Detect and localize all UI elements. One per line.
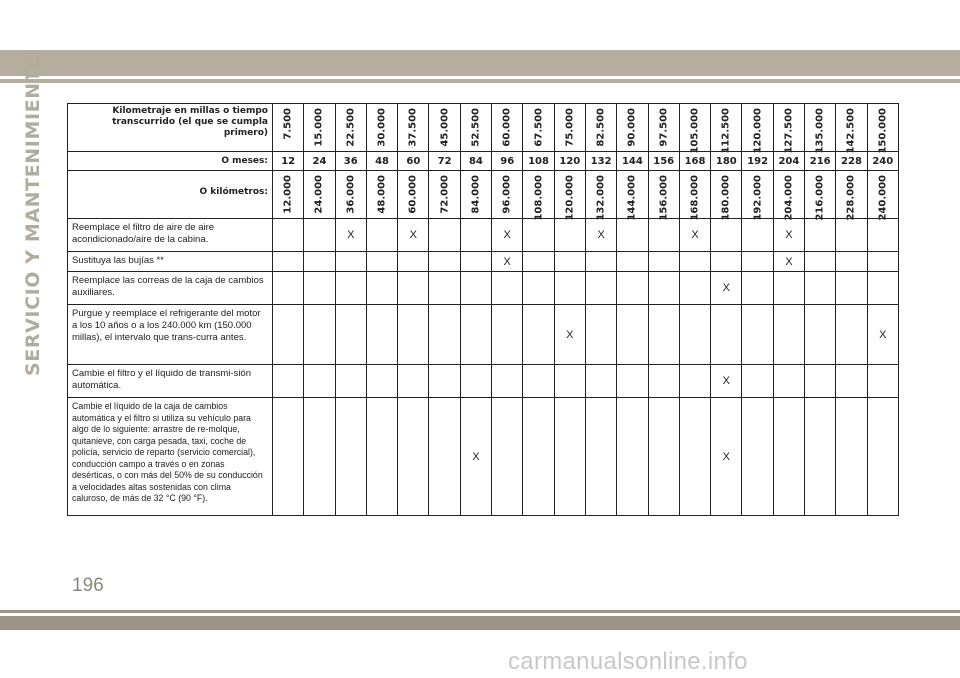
- interval-mark: [304, 219, 335, 252]
- km-value: 156.000: [658, 175, 670, 221]
- miles-cell: [554, 104, 585, 152]
- km-cell: [836, 171, 867, 219]
- task-description: Sustituya las bujías **: [68, 252, 273, 272]
- km-value: 96.000: [501, 175, 513, 214]
- months-value: 108: [523, 152, 554, 171]
- km-value: 36.000: [345, 175, 357, 214]
- miles-value: 7.500: [282, 108, 294, 140]
- interval-mark: [460, 219, 491, 252]
- miles-cell: [585, 104, 616, 152]
- interval-mark: X: [773, 252, 804, 272]
- task-description: Reemplace el filtro de aire de aire acondicionado/aire de la cabina.: [68, 219, 273, 252]
- months-value: 240: [867, 152, 898, 171]
- interval-mark: [523, 252, 554, 272]
- interval-mark: [773, 365, 804, 398]
- task-description: Cambie el filtro y el líquido de transmi-sión automática.: [68, 365, 273, 398]
- months-value: 12: [273, 152, 304, 171]
- km-value: 180.000: [720, 175, 732, 221]
- interval-mark: [366, 365, 397, 398]
- km-cell: [398, 171, 429, 219]
- header-rule: [0, 79, 960, 83]
- km-cell: [585, 171, 616, 219]
- miles-value: 120.000: [752, 108, 764, 154]
- interval-mark: [773, 398, 804, 516]
- km-value: 144.000: [626, 175, 638, 221]
- months-value: 72: [429, 152, 460, 171]
- interval-mark: [867, 272, 898, 305]
- interval-mark: [273, 252, 304, 272]
- km-value: 216.000: [814, 175, 826, 221]
- interval-mark: [648, 398, 679, 516]
- header-band: [0, 50, 960, 76]
- miles-value: 45.000: [439, 108, 451, 147]
- interval-mark: [773, 272, 804, 305]
- interval-mark: X: [585, 219, 616, 252]
- months-value: 228: [836, 152, 867, 171]
- task-row: [68, 305, 899, 365]
- interval-mark: [554, 272, 585, 305]
- interval-mark: [679, 365, 710, 398]
- interval-mark: [429, 219, 460, 252]
- km-value: 120.000: [564, 175, 576, 221]
- interval-mark: [648, 365, 679, 398]
- interval-mark: [492, 365, 523, 398]
- interval-mark: [523, 398, 554, 516]
- interval-mark: [335, 365, 366, 398]
- km-cell: [273, 171, 304, 219]
- miles-cell: [617, 104, 648, 152]
- miles-label: Kilometraje en millas o tiempo transcurrido (el que se cumpla primero): [68, 104, 273, 152]
- interval-mark: [867, 398, 898, 516]
- miles-cell: [366, 104, 397, 152]
- months-value: 120: [554, 152, 585, 171]
- miles-cell: [711, 104, 742, 152]
- interval-mark: X: [460, 398, 491, 516]
- interval-mark: [554, 365, 585, 398]
- page-number: 196: [72, 575, 104, 596]
- interval-mark: [492, 305, 523, 365]
- miles-cell: [648, 104, 679, 152]
- miles-value: 150.000: [877, 108, 889, 154]
- interval-mark: [523, 365, 554, 398]
- miles-cell: [679, 104, 710, 152]
- task-row: [68, 365, 899, 398]
- interval-mark: [585, 365, 616, 398]
- interval-mark: [398, 398, 429, 516]
- months-value: 180: [711, 152, 742, 171]
- months-value: 216: [805, 152, 836, 171]
- interval-mark: [554, 398, 585, 516]
- km-cell: [711, 171, 742, 219]
- km-label: O kilómetros:: [68, 171, 273, 219]
- interval-mark: [398, 252, 429, 272]
- months-value: 144: [617, 152, 648, 171]
- miles-cell: [492, 104, 523, 152]
- interval-mark: [805, 272, 836, 305]
- miles-cell: [398, 104, 429, 152]
- miles-value: 82.500: [595, 108, 607, 147]
- interval-mark: [492, 398, 523, 516]
- interval-mark: [773, 305, 804, 365]
- task-row: [68, 219, 899, 252]
- km-cell: [805, 171, 836, 219]
- months-value: 168: [679, 152, 710, 171]
- km-cell: [867, 171, 898, 219]
- miles-value: 142.500: [845, 108, 857, 154]
- interval-mark: [836, 272, 867, 305]
- miles-value: 90.000: [626, 108, 638, 147]
- interval-mark: X: [492, 219, 523, 252]
- months-value: 132: [585, 152, 616, 171]
- km-cell: [742, 171, 773, 219]
- interval-mark: [398, 305, 429, 365]
- interval-mark: X: [679, 219, 710, 252]
- km-value: 192.000: [752, 175, 764, 221]
- interval-mark: [554, 219, 585, 252]
- interval-mark: [617, 272, 648, 305]
- interval-mark: X: [398, 219, 429, 252]
- interval-mark: [273, 365, 304, 398]
- miles-cell: [805, 104, 836, 152]
- interval-mark: [304, 305, 335, 365]
- interval-mark: [648, 305, 679, 365]
- miles-value: 37.500: [407, 108, 419, 147]
- km-cell: [679, 171, 710, 219]
- interval-mark: [805, 305, 836, 365]
- interval-mark: X: [335, 219, 366, 252]
- miles-value: 22.500: [345, 108, 357, 147]
- interval-mark: [460, 365, 491, 398]
- task-row: [68, 252, 899, 272]
- km-cell: [554, 171, 585, 219]
- km-cell: [366, 171, 397, 219]
- miles-value: 60.000: [501, 108, 513, 147]
- km-cell: [429, 171, 460, 219]
- section-title: SERVICIO Y MANTENIMIENTO: [22, 51, 44, 376]
- interval-mark: [585, 272, 616, 305]
- interval-mark: [492, 272, 523, 305]
- interval-mark: [711, 305, 742, 365]
- interval-mark: [585, 398, 616, 516]
- interval-mark: [554, 252, 585, 272]
- miles-cell: [867, 104, 898, 152]
- miles-cell: [460, 104, 491, 152]
- interval-mark: [335, 398, 366, 516]
- interval-mark: [867, 252, 898, 272]
- interval-mark: [335, 272, 366, 305]
- miles-row: [68, 104, 899, 152]
- miles-cell: [335, 104, 366, 152]
- interval-mark: [617, 365, 648, 398]
- interval-mark: [523, 272, 554, 305]
- km-value: 228.000: [845, 175, 857, 221]
- interval-mark: [366, 398, 397, 516]
- interval-mark: [805, 365, 836, 398]
- interval-mark: [398, 365, 429, 398]
- maintenance-schedule-table: [67, 103, 899, 516]
- km-value: 132.000: [595, 175, 607, 221]
- km-cell: [304, 171, 335, 219]
- interval-mark: [742, 365, 773, 398]
- interval-mark: [617, 305, 648, 365]
- interval-mark: [742, 219, 773, 252]
- months-value: 156: [648, 152, 679, 171]
- km-value: 84.000: [470, 175, 482, 214]
- interval-mark: [617, 219, 648, 252]
- interval-mark: [805, 398, 836, 516]
- miles-cell: [742, 104, 773, 152]
- miles-value: 75.000: [564, 108, 576, 147]
- interval-mark: [617, 252, 648, 272]
- miles-cell: [523, 104, 554, 152]
- interval-mark: [617, 398, 648, 516]
- months-row: [68, 152, 899, 171]
- miles-value: 127.500: [783, 108, 795, 154]
- interval-mark: [304, 398, 335, 516]
- interval-mark: [304, 272, 335, 305]
- interval-mark: [523, 219, 554, 252]
- interval-mark: [273, 219, 304, 252]
- task-row: [68, 398, 899, 516]
- months-value: 60: [398, 152, 429, 171]
- task-description: Reemplace las correas de la caja de cambios auxiliares.: [68, 272, 273, 305]
- interval-mark: [679, 398, 710, 516]
- interval-mark: [648, 272, 679, 305]
- footer-band: [0, 616, 960, 630]
- miles-value: 52.500: [470, 108, 482, 147]
- miles-value: 97.500: [658, 108, 670, 147]
- interval-mark: [742, 398, 773, 516]
- km-value: 168.000: [689, 175, 701, 221]
- interval-mark: [366, 252, 397, 272]
- months-value: 36: [335, 152, 366, 171]
- miles-cell: [773, 104, 804, 152]
- interval-mark: [836, 252, 867, 272]
- interval-mark: [460, 252, 491, 272]
- interval-mark: [273, 305, 304, 365]
- interval-mark: [429, 398, 460, 516]
- interval-mark: [805, 252, 836, 272]
- km-row: [68, 171, 899, 219]
- interval-mark: [523, 305, 554, 365]
- interval-mark: [679, 252, 710, 272]
- miles-value: 112.500: [720, 108, 732, 154]
- months-value: 84: [460, 152, 491, 171]
- interval-mark: [429, 305, 460, 365]
- months-value: 24: [304, 152, 335, 171]
- km-value: 60.000: [407, 175, 419, 214]
- interval-mark: [366, 305, 397, 365]
- km-value: 108.000: [533, 175, 545, 221]
- miles-value: 135.000: [814, 108, 826, 154]
- km-cell: [492, 171, 523, 219]
- km-value: 240.000: [877, 175, 889, 221]
- interval-mark: X: [867, 305, 898, 365]
- interval-mark: [429, 365, 460, 398]
- interval-mark: [460, 305, 491, 365]
- interval-mark: [366, 219, 397, 252]
- interval-mark: [711, 252, 742, 272]
- footer-rule: [0, 610, 960, 613]
- interval-mark: X: [711, 272, 742, 305]
- interval-mark: [867, 365, 898, 398]
- km-cell: [335, 171, 366, 219]
- km-cell: [460, 171, 491, 219]
- miles-value: 15.000: [313, 108, 325, 147]
- interval-mark: [460, 272, 491, 305]
- interval-mark: [273, 272, 304, 305]
- interval-mark: X: [554, 305, 585, 365]
- months-value: 48: [366, 152, 397, 171]
- km-cell: [617, 171, 648, 219]
- interval-mark: [805, 219, 836, 252]
- km-value: 12.000: [282, 175, 294, 214]
- interval-mark: [679, 305, 710, 365]
- miles-cell: [273, 104, 304, 152]
- interval-mark: [585, 305, 616, 365]
- km-cell: [773, 171, 804, 219]
- interval-mark: [429, 252, 460, 272]
- km-value: 204.000: [783, 175, 795, 221]
- interval-mark: [585, 252, 616, 272]
- miles-cell: [304, 104, 335, 152]
- interval-mark: X: [711, 365, 742, 398]
- interval-mark: [679, 272, 710, 305]
- watermark: carmanualsonline.info: [508, 648, 748, 675]
- interval-mark: [648, 219, 679, 252]
- task-description: Cambie el líquido de la caja de cambios automática y el filtro si utiliza su vehículo para algo de lo siguiente: arrastre de re-molque, quitanieve, con carga pesada, taxi, coche de policía, servicio de reparto (servicio comercial), conducción campo a través o en zonas desérticas, o con más del 50% de su conducción a velocidades altas sostenidas con clima caluroso, de más de 32 °C (90 °F).: [68, 398, 273, 516]
- interval-mark: [335, 305, 366, 365]
- interval-mark: [335, 252, 366, 272]
- interval-mark: [398, 272, 429, 305]
- km-cell: [523, 171, 554, 219]
- interval-mark: [742, 252, 773, 272]
- miles-value: 67.500: [533, 108, 545, 147]
- months-value: 192: [742, 152, 773, 171]
- miles-cell: [429, 104, 460, 152]
- interval-mark: [742, 305, 773, 365]
- interval-mark: [836, 365, 867, 398]
- task-row: [68, 272, 899, 305]
- km-value: 48.000: [376, 175, 388, 214]
- months-label: O meses:: [68, 152, 273, 171]
- miles-value: 30.000: [376, 108, 388, 147]
- interval-mark: [366, 272, 397, 305]
- km-cell: [648, 171, 679, 219]
- task-description: Purgue y reemplace el refrigerante del motor a los 10 años o a los 240.000 km (150.000 millas), el intervalo que trans-curra antes.: [68, 305, 273, 365]
- interval-mark: [304, 365, 335, 398]
- miles-cell: [836, 104, 867, 152]
- interval-mark: [304, 252, 335, 272]
- km-value: 72.000: [439, 175, 451, 214]
- months-value: 204: [773, 152, 804, 171]
- miles-value: 105.000: [689, 108, 701, 154]
- interval-mark: [429, 272, 460, 305]
- interval-mark: [836, 305, 867, 365]
- interval-mark: X: [492, 252, 523, 272]
- interval-mark: X: [773, 219, 804, 252]
- months-value: 96: [492, 152, 523, 171]
- interval-mark: X: [711, 398, 742, 516]
- interval-mark: [711, 219, 742, 252]
- interval-mark: [742, 272, 773, 305]
- km-value: 24.000: [313, 175, 325, 214]
- interval-mark: [273, 398, 304, 516]
- interval-mark: [836, 398, 867, 516]
- interval-mark: [648, 252, 679, 272]
- interval-mark: [867, 219, 898, 252]
- interval-mark: [836, 219, 867, 252]
